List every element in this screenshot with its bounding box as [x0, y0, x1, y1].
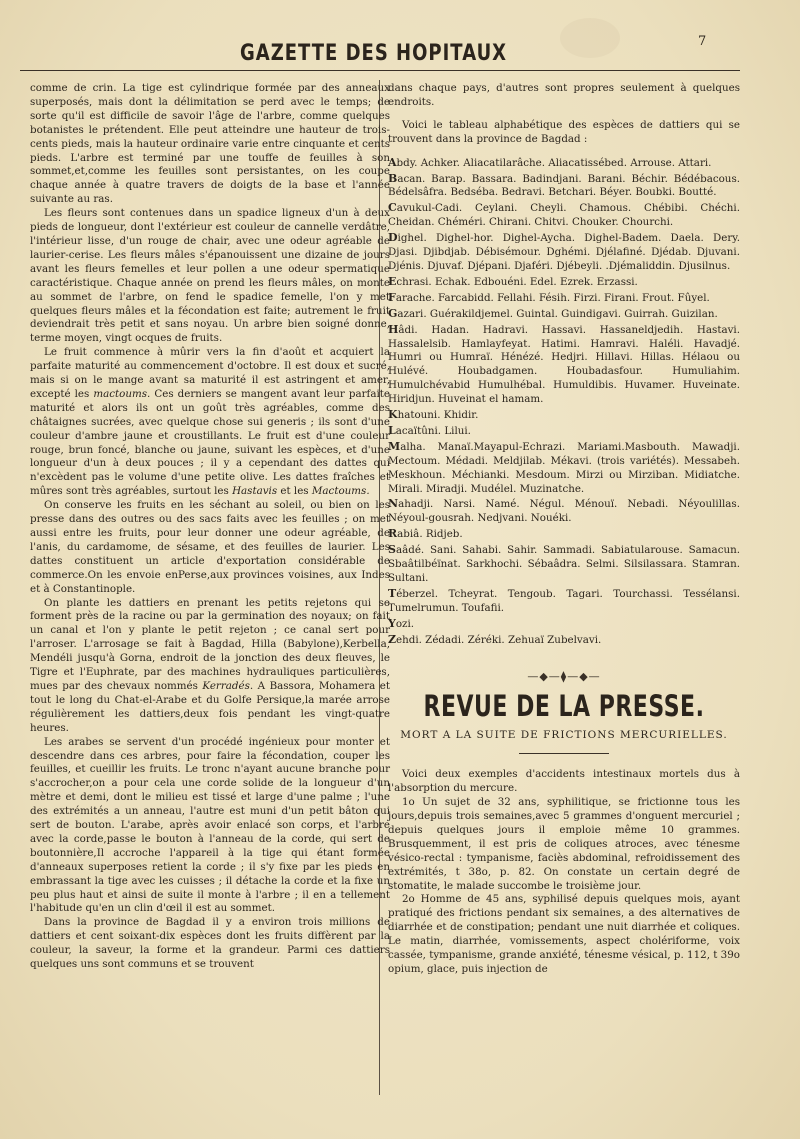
paragraph: 2o Homme de 45 ans, syphilisé depuis quelques mois, ayant pratiqué des frictions pendant six semaines, a des alternatives de diarrhée et de constipation; pendant une nuit diarrhée et coliques. Le matin, diarrhée, vomissements, aspect cholériforme, voix cassée, tympanisme, grande anxiété, ténesme vésical, p. 112, t 39o opium, glace, puis injection de: [388, 893, 740, 975]
list-item: Gazari. Guérakildjemel. Guintal. Guindigavi. Guirrah. Guizilan.: [388, 306, 718, 320]
list-item: Yozi.: [388, 616, 415, 630]
list-item: Bacan. Barap. Bassara. Badindjani. Barani. Béchir. Bédébacous. Bédelsâfra. Bedséba. Bedravi. Betchari. Béyer. Boubki. Boutté.: [388, 171, 740, 199]
list-item: Malha. Manaï.Mayapul-Echrazi. Mariami.Masbouth. Mawadji. Mectoum. Médadi. Meldjilab. Mékavi. (trois variétés). Messabeh. Meskhoun. Méchianki. Mesdoum. Mirzi ou Mirziban. Midiatche. Mirali. Miradji. Mudélel. Muzinatche.: [388, 439, 740, 495]
paper-stain: [560, 18, 620, 58]
article-title: MORT A LA SUITE DE FRICTIONS MERCURIELLES.: [400, 729, 728, 742]
list-item: Zehdi. Zédadi. Zéréki. Zehuaï Zubelvavi.: [388, 632, 602, 646]
list-item: Lacaïtûni. Lilui.: [388, 423, 471, 437]
paragraph: Dans la province de Bagdad il y a environ trois millions de dattiers et cent soixant-dix espèces dont les fruits diffèrent par la couleur, la saveur, la forme et la grandeur. Parmi ces dattiers quelques uns sont communs et se trouvent: [30, 916, 390, 971]
paragraph: Les arabes se servent d'un procédé ingénieux pour monter et descendre dans ces arbres, pour faire la fécondation, couper les feuilles, et cueillir les fruits. Le tronc n'ayant aucune branche pour s'accrocher,on a pour cela une corde solide de la longueur d'un mètre et demi, dont le milieu est tissé et large d'une palme ; l'une des extrémités a un anneau, l'autre est muni d'un petit bâton qui sert de bouton. L'arabe, après avoir enlacé son corps, et l'arbre avec la corde,passe le bouton à l'anneau de la corde, qui sert de boutonnière,Il accroche l'appareil à la tige qui étant formée d'anneaux superposes retient la corde ; il s'y fixe par les pieds en embrassant la tige avec les cuisses ; il détache la corde et la fixe un peu plus haut et ainsi de suite il monte à l'arbre ; il en a tellement l'habitude qu'en un clin d'œil il est au sommet.: [30, 735, 390, 915]
list-item: Cavukul-Cadi. Ceylani. Cheyli. Chamous. Chébibi. Chéchi. Cheidan. Chéméri. Chirani. Chitvi. Chouker. Chourchi.: [388, 201, 740, 229]
short-rule: [519, 753, 609, 754]
list-item: Nahadji. Narsi. Namé. Négul. Ménouï. Nebadi. Néyoulillas. Néyoul-gousrah. Nedjvani. Nouéki.: [388, 497, 740, 525]
section-heading: REVUE DE LA PRESSE.: [423, 690, 705, 725]
list-item: Khatouni. Khidir.: [388, 408, 479, 422]
paragraph: Voici le tableau alphabétique des espèces de dattiers qui se trouvent dans la province de Bagdad :: [388, 118, 740, 145]
list-item: Abdy. Achker. Aliacatilarâche. Aliacatissébed. Arrouse. Attari.: [388, 155, 712, 169]
page-number: 7: [698, 34, 707, 49]
paragraph: On plante les dattiers en prenant les petits rejetons qui se forment près de la racine ou par la germination des noyaux; on fait un canal et l'on y plante le petit rejeton ; ce canal sert pour l'arroser. L'arrosage se fait à Bagdad, Hilla (Babylone),Kerbella, Mendéli jusqu'à Gorna, endroit de la jonction des deux fleuves, le Tigre et l'Euphrate, par des machines hydrauliques particulières, mues par des chevaux nommés Kerradés. A Bassora, Mohamera et tout le long du Chat-el-Arabe et du Golfe Persique,la marée arrose régulièrement les dattiers,deux fois pendant les vingt-quatre heures.: [30, 596, 390, 734]
right-column: [388, 82, 740, 977]
ornament-divider: —◆—⧫—◆—: [527, 669, 601, 683]
paragraph: Les fleurs sont contenues dans un spadice ligneux d'un à deux pieds de longueur, dont l'extérieur est couleur de cannelle verdâtre, l'intérieur lisse, d'un rouge de chair, avec une odeur agréable de laurier-cerise. Les fleurs mâles s'épanouissent une dizaine de jours avant les fleurs femelles et leur pollen a une odeur spermatique caractéristique. Chaque année on prend les fleurs mâles, on monte au sommet de l'arbre, on fend le spadice femelle, l'on y met quelques fleurs mâles et la fécondation est faite; autrement le fruit deviendrait très petit et sans noyau. Un arbre bien soigné donne, terme moyen, vingt ocques de fruits.: [30, 207, 390, 345]
list-item: Hâdi. Hadan. Hadravi. Hassavi. Hassaneldjedih. Hastavi. Hassalelsib. Hamlayfeyat. Hatimi. Hamravi. Haléli. Havadjé. Humri ou Humraï. Hénézé. Hedjri. Hillavi. Hillas. Hélaou ou Hulévé. Houbadgamen. Houbadasfour. Humuliahim. Humulchévabid Humulhébal. Humuldibis. Huvamer. Huveinate. Hiridjun. Huveinat el hamam.: [388, 322, 740, 406]
list-item: Téberzel. Tcheyrat. Tengoub. Tagari. Tourchassi. Tessélansi. Tumelrumun. Toufafii.: [388, 586, 740, 614]
list-item: Farache. Farcabidd. Fellahi. Fésih. Firzi. Firani. Frout. Fûyel.: [388, 290, 710, 304]
list-item: Echrasi. Echak. Edbouéni. Edel. Ezrek. Erzassi.: [388, 274, 638, 288]
paragraph: 1o Un sujet de 32 ans, syphilitique, se frictionne tous les jours,depuis trois semaines,avec 5 grammes d'onguent mercuriel ; depuis quelques jours il emploie même 10 grammes. Brusquemment, il est pris de coliques atroces, avec ténesme vésico-rectal : tympanisme, faciès abdominal, refroidissement des extrémités, t 38o, p. 82. On constate un certain degré de stomatite, le malade succombe le troisième jour.: [388, 796, 740, 892]
masthead-title: GAZETTE DES HOPITAUX: [240, 40, 508, 67]
paragraph: comme de crin. La tige est cylindrique formée par des anneaux superposés, mais dont la délimitation se perd avec le temps; de sorte qu'il est difficile de savoir l'âge de l'arbre, comme quelques botanistes le prétendent. Elle peut atteindre une hauteur de trois-cents pieds, mais la hauteur ordinaire varie entre cinquante et cents pieds. L'arbre est terminé par une touffe de feuilles à son sommet,et,comme les feuilles sont persistantes, on les coupe chaque année à quatre travers de doigts de la base et l'année suivante au ras.: [30, 82, 390, 206]
list-item: Saâdé. Sani. Sahabi. Sahir. Sammadi. Sabiatularouse. Samacun. Sbaâtilbéïnat. Sarkhochi. Sébaâdra. Selmi. Silsilassara. Stamran. Sultani.: [388, 543, 740, 584]
paragraph: On conserve les fruits en les séchant au soleil, ou bien on les presse dans des outres ou des sacs faits avec les feuilles ; on met aussi entre les fruits, pour leur donner une odeur agréable, de l'anis, du cardamome, de sésame, et des feuilles de laurier. Les dattes constituent un article d'exportation considérable de commerce.On les envoie enPerse,aux provinces voisines, aux Indes et à Constantinople.: [30, 499, 390, 595]
paragraph: Voici deux exemples d'accidents intestinaux mortels dus à l'absorption du mercure.: [388, 768, 740, 795]
paragraph: Le fruit commence à mûrir vers la fin d'août et acquiert la parfaite maturité au commencement d'octobre. Il est doux et sucré, mais si on le mange avant sa maturité il est astringent et amer, excepté les mactoums. Ces derniers se mangent avant leur parfaite maturité et alors ils ont un goût très agréables, comme des châtaignes sucrées, avec quelque chose sui generis ; ils sont d'une couleur d'ambre jaune et croustillants. Le fruit est d'une couleur rouge, brun foncé, blanche ou jaune, suivant les espèces, et d'une longueur d'un à deux pouces ; il y a cependant des dattes qui n'excèdent pas le volume d'une petite olive. Les dattes fraîches et mûres sont très agréables, surtout les Hastavis et les Mactoums.: [30, 346, 390, 498]
list-item: Dighel. Dighel-hor. Dighel-Aycha. Dighel-Badem. Daela. Dery. Djasi. Djibdjab. Débisémour. Dghémi. Djélafiné. Djédab. Djuvani. Djénis. Djuvaf. Djépani. Djaféri. Djébeyli. .Djémaliddin. Djusilnus.: [388, 231, 740, 272]
paragraph: dans chaque pays, d'autres sont propres seulement à quelques endroits.: [388, 82, 740, 108]
left-column: [30, 82, 390, 972]
list-item: Rabiâ. Ridjeb.: [388, 527, 463, 541]
header-rule: [20, 70, 740, 71]
date-palm-list: [388, 156, 740, 648]
